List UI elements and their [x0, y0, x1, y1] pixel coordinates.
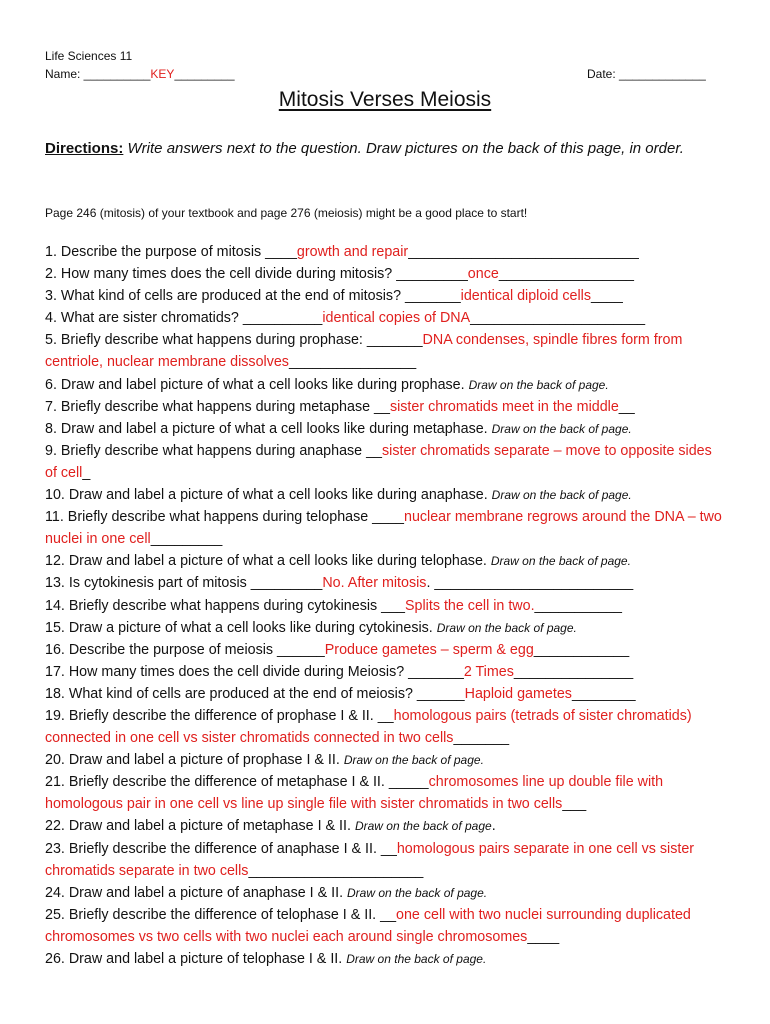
answer-blank: _ — [82, 464, 91, 481]
directions — [45, 138, 705, 160]
answer-blank: ________________ — [288, 354, 417, 371]
question-text: 17. How many times does the cell divide during Meiosis? _______ — [45, 663, 464, 680]
question-item — [45, 948, 725, 970]
name-suffix: _________ — [174, 67, 235, 81]
question-text: 5. Briefly describe what happens during prophase: _______ — [45, 332, 423, 349]
question-item — [45, 904, 725, 948]
name-prefix: Name: __________ — [45, 67, 151, 81]
question-item — [45, 595, 725, 617]
answer-blank: ___________ — [534, 597, 623, 614]
question-item — [45, 683, 725, 705]
question-item — [45, 882, 725, 904]
answer-blank: . _________________________ — [426, 575, 634, 592]
answer-text: Splits the cell in two. — [405, 597, 535, 614]
question-item — [45, 771, 725, 815]
question-text: 22. Draw and label a picture of metaphase I & II. — [45, 818, 355, 835]
draw-note: Draw on the back of page. — [343, 753, 484, 768]
question-item — [45, 329, 725, 373]
question-item — [45, 396, 725, 418]
answer-text: homologous pairs (tetrads of sister chromatids) connected in one cell vs sister chromatids connected in two cells — [45, 707, 692, 747]
answer-blank: ______________________ — [248, 862, 424, 879]
date-line: Date: _____________ — [587, 67, 706, 81]
answer-text: sister chromatids separate – move to opposite sides of cell — [45, 442, 712, 481]
question-item — [45, 506, 725, 550]
question-text: 9. Briefly describe what happens during anaphase __ — [45, 442, 382, 459]
question-text: 18. What kind of cells are produced at the end of meiosis? ______ — [45, 685, 465, 702]
page-reference-note: Page 246 (mitosis) of your textbook and page 276 (meiosis) might be a good place to start! — [45, 206, 528, 220]
answer-text: identical copies of DNA — [322, 310, 471, 327]
answer-text: growth and repair — [296, 244, 409, 260]
answer-text: homologous pairs separate in one cell vs sister chromatids separate in two cells — [45, 840, 695, 879]
question-text: 21. Briefly describe the difference of metaphase I & II. _____ — [45, 774, 429, 791]
answer-text: 2 Times — [463, 663, 514, 680]
draw-note: Draw on the back of page. — [347, 885, 488, 900]
name-key: KEY — [150, 67, 175, 81]
question-item — [45, 705, 725, 749]
answer-blank: ____ — [527, 928, 560, 945]
directions-label: Directions: — [45, 140, 124, 157]
question-text: 15. Draw a picture of what a cell looks like during cytokinesis. — [45, 619, 437, 636]
question-list — [45, 241, 725, 970]
answer-text: No. After mitosis — [322, 575, 427, 592]
question-item — [45, 307, 725, 329]
question-item — [45, 440, 725, 484]
question-text: 19. Briefly describe the difference of prophase I & II. __ — [45, 707, 394, 724]
question-item — [45, 639, 725, 661]
answer-blank: ______________________ — [470, 310, 646, 327]
question-item — [45, 815, 725, 837]
page-title: Mitosis Verses Meiosis — [278, 88, 492, 111]
question-item — [45, 749, 725, 771]
answer-blank: _______ — [453, 730, 510, 747]
answer-text: DNA condenses, spindle fibres form from centriole, nuclear membrane dissolves — [45, 332, 683, 371]
answer-blank: _________________ — [498, 266, 634, 283]
question-text: 6. Draw and label picture of what a cell looks like during prophase. — [45, 376, 469, 393]
draw-note: Draw on the back of page. — [436, 620, 577, 635]
question-text: 10. Draw and label a picture of what a cell looks like during anaphase. — [45, 487, 492, 504]
answer-blank: _____________________________ — [408, 244, 639, 260]
question-item — [45, 838, 725, 882]
directions-text: Write answers next to the question. Draw pictures on the back of this page, in order. — [123, 140, 684, 157]
question-tail: . — [491, 818, 496, 835]
draw-note: Draw on the back of page. — [468, 377, 609, 392]
draw-note: Draw on the back of page. — [491, 488, 632, 503]
answer-blank: _______________ — [513, 663, 634, 680]
question-item — [45, 617, 725, 639]
name-line — [45, 66, 235, 82]
question-text: 3. What kind of cells are produced at the end of mitosis? _______ — [45, 288, 461, 305]
question-text: 2. How many times does the cell divide during mitosis? _________ — [45, 266, 468, 283]
draw-note: Draw on the back of page. — [346, 952, 487, 966]
question-text: 1. Describe the purpose of mitosis ____ — [45, 244, 297, 260]
answer-blank: __ — [618, 398, 635, 415]
answer-text: sister chromatids meet in the middle — [389, 398, 619, 415]
answer-blank: _________ — [150, 531, 223, 548]
question-item — [45, 418, 725, 440]
course-label: Life Sciences 11 — [45, 49, 133, 63]
question-item — [45, 285, 725, 307]
question-item — [45, 484, 725, 506]
draw-note: Draw on the back of page — [354, 819, 492, 834]
question-item — [45, 661, 725, 683]
answer-text: Produce gametes – sperm & egg — [324, 641, 534, 658]
question-item — [45, 241, 725, 263]
answer-blank: ____________ — [533, 641, 630, 658]
question-text: 8. Draw and label a picture of what a cell looks like during metaphase. — [45, 420, 492, 437]
answer-blank: ________ — [571, 685, 636, 702]
question-text: 25. Briefly describe the difference of telophase I & II. __ — [45, 906, 397, 923]
question-text: 13. Is cytokinesis part of mitosis _________ — [45, 575, 323, 592]
question-item — [45, 550, 725, 572]
question-text: 20. Draw and label a picture of prophase I & II. — [45, 752, 344, 769]
answer-text: one cell with two nuclei surrounding duplicated chromosomes vs two cells with two nuclei each around single chromosomes — [45, 906, 691, 945]
answer-text: once — [467, 266, 499, 283]
answer-text: nuclear membrane regrows around the DNA – two nuclei in one cell — [45, 509, 722, 548]
question-text: 4. What are sister chromatids? __________ — [45, 310, 323, 327]
question-text: 7. Briefly describe what happens during metaphase __ — [45, 398, 390, 415]
question-text: 11. Briefly describe what happens during telophase ____ — [45, 509, 404, 526]
question-text: 26. Draw and label a picture of telophase I & II. — [45, 951, 347, 967]
question-text: 12. Draw and label a picture of what a cell looks like during telophase. — [45, 553, 491, 570]
answer-text: identical diploid cells — [460, 288, 592, 305]
answer-text: chromosomes line up double file with homologous pair in one cell vs line up single file with sister chromatids in two cells — [45, 774, 664, 813]
answer-blank: ___ — [562, 796, 587, 813]
draw-note: Draw on the back of page. — [491, 421, 632, 436]
question-text: 14. Briefly describe what happens during cytokinesis ___ — [45, 597, 406, 614]
draw-note: Draw on the back of page. — [490, 554, 631, 569]
question-text: 16. Describe the purpose of meiosis ______ — [45, 641, 325, 658]
answer-text: Haploid gametes — [464, 685, 572, 702]
question-item — [45, 263, 725, 285]
question-item — [45, 374, 725, 396]
answer-blank: ____ — [591, 288, 623, 305]
question-text: 23. Briefly describe the difference of anaphase I & II. __ — [45, 840, 397, 857]
question-text: 24. Draw and label a picture of anaphase I & II. — [45, 884, 348, 901]
question-item — [45, 572, 725, 594]
